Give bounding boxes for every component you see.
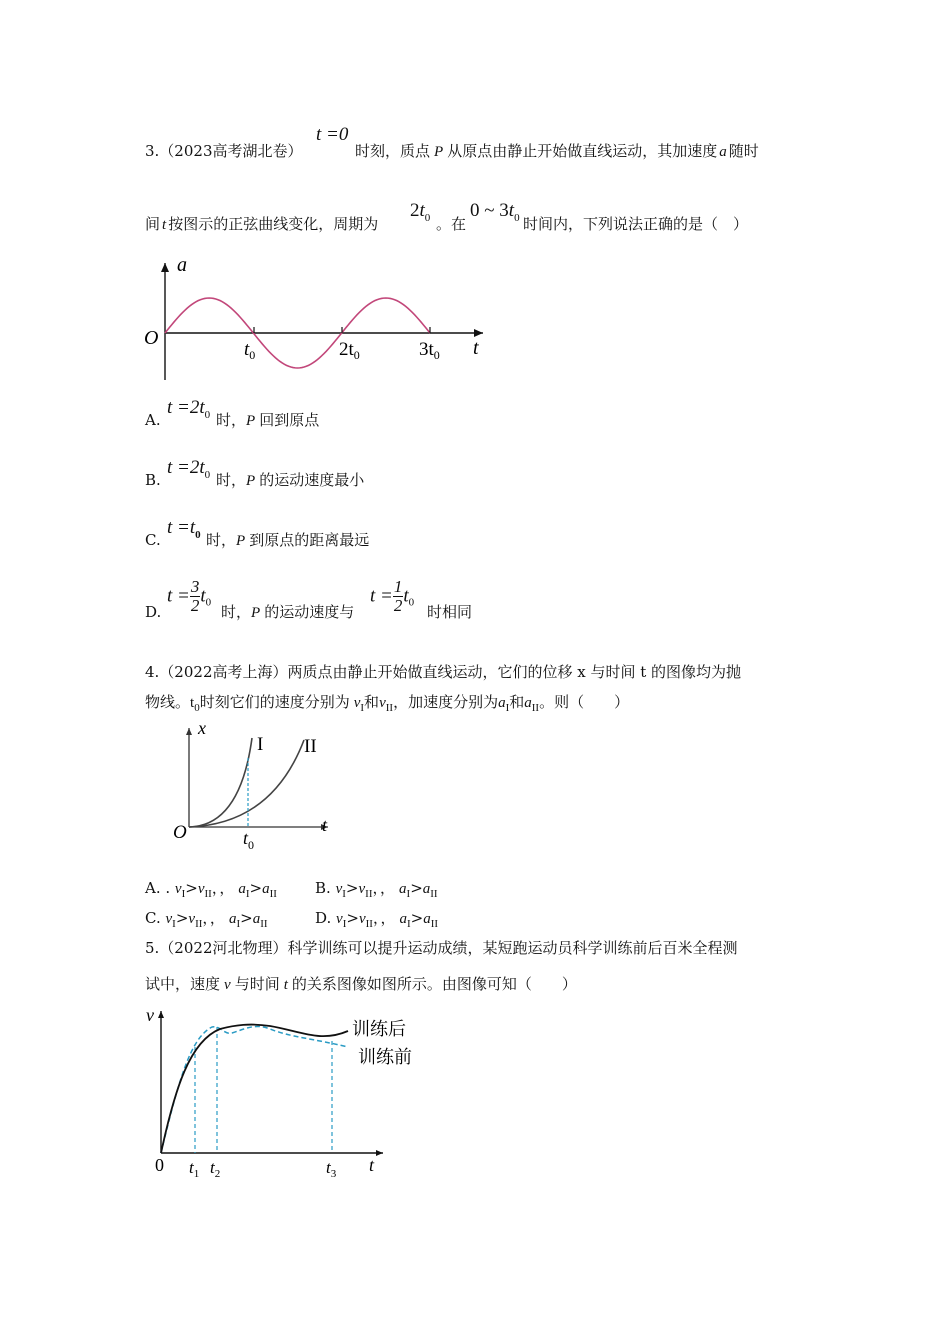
q3-option-b-text: 时，P 的运动速度最小 — [216, 471, 365, 489]
q3-option-a-text: 时，P 回到原点 — [216, 411, 320, 429]
q3-option-d-text: 时，P 的运动速度与 — [221, 603, 355, 621]
q5-y-label: v — [146, 1005, 154, 1025]
q3-line2: 间 t 按图示的正弦曲线变化，周期为 — [145, 215, 379, 233]
q3-line1: 3.（2023高考湖北卷） — [145, 142, 303, 160]
q3-option-d-math: t = $\frac{3}{2}$ $t_0$ — [167, 577, 212, 615]
q5-t1-label: $t_1$ — [189, 1158, 200, 1180]
q4-y-label: x — [198, 720, 206, 738]
q3-tick1-label: $t_0$ — [244, 339, 256, 362]
q5-velocity-graph — [140, 1003, 430, 1188]
q3-x-label: t — [473, 337, 479, 359]
q3-line2-end: 时间内，下列说法正确的是（ ） — [523, 215, 749, 233]
q4-option-c[interactable]: C. $v_I>v_{II}$，， $a_I>a_{II}$ — [145, 909, 268, 930]
q4-option-b[interactable]: B. $v_I>v_{II}$，， $a_I>a_{II}$ — [315, 879, 438, 900]
q4-option-d[interactable]: D. $v_I>v_{II}$，， $a_I>a_{II}$ — [315, 909, 439, 930]
q3-line1-rest: 时刻，质点 P 从原点由静止开始做直线运动，其加速度 a 随时 — [355, 142, 759, 160]
q3-period-math: $2t_0$ — [410, 200, 431, 224]
q3-option-c[interactable]: C. — [145, 531, 161, 549]
q4-origin-label: O — [173, 822, 187, 843]
q3-option-d-math2: t = $\frac{1}{2}$ $t_0$ — [370, 577, 415, 615]
q3-line2-mid: 。在 — [436, 215, 467, 233]
q5-before-label: 训练前 — [358, 1047, 412, 1068]
q3-tick3-label: $3t_0$ — [419, 339, 440, 362]
q5-origin-label: 0 — [155, 1155, 164, 1175]
q4-t0-label: $t_0$ — [243, 828, 255, 852]
q3-tick2-label: $2t_0$ — [339, 339, 360, 362]
q3-y-label: a — [177, 255, 187, 276]
q3-option-d[interactable]: D. — [145, 603, 162, 621]
q4-x-label: t — [322, 815, 328, 835]
q4-displacement-graph — [168, 720, 348, 855]
q4-curve-II-label: II — [304, 736, 317, 757]
q4-curve-II — [189, 740, 304, 827]
q3-origin-label: O — [144, 327, 159, 349]
q3-option-c-math: $t =t_0$ — [167, 517, 201, 541]
q3-option-c-text: 时，P 到原点的距离最远 — [206, 531, 370, 549]
q5-after-curve — [161, 1025, 348, 1153]
q4-curve-I-label: I — [257, 734, 264, 755]
q3-option-a-math: $t =2t_0$ — [167, 397, 211, 421]
q4-line1: 4.（2022高考上海）两质点由静止开始做直线运动，它们的位移 x 与时间 t 的图像均为抛 — [145, 663, 742, 681]
q5-before-curve — [161, 1026, 348, 1153]
q3-math-t-equals-0: t =0 — [316, 124, 349, 145]
q5-line1: 5.（2022河北物理）科学训练可以提升运动成绩，某短跑运动员科学训练前后百米全程测 — [145, 939, 738, 957]
q5-line2: 试中，速度 v 与时间 t 的关系图像如图所示。由图像可知（ ） — [145, 975, 577, 993]
q4-option-a[interactable]: A. . $v_I>v_{II}$，， $a_I>a_{II}$ — [145, 879, 277, 900]
q5-x-label: t — [369, 1155, 375, 1175]
q3-option-d-end: 时相同 — [427, 603, 473, 621]
q3-option-a[interactable]: A. — [145, 411, 161, 429]
q5-after-label: 训练后 — [352, 1019, 406, 1040]
q3-acceleration-graph — [140, 255, 500, 390]
q3-option-b[interactable]: B. — [145, 471, 161, 489]
q5-t3-label: $t_3$ — [326, 1158, 337, 1180]
q3-interval-math: 0 ~ $3t_0$ — [470, 200, 520, 224]
q4-line2: 物线。$t_0$时刻它们的速度分别为 $v_I$和$v_{II}$，加速度分别为$a_I$和$a_{II}$。则（ ） — [145, 693, 630, 714]
q5-t2-label: $t_2$ — [210, 1158, 221, 1180]
q3-option-b-math: $t =2t_0$ — [167, 457, 211, 481]
